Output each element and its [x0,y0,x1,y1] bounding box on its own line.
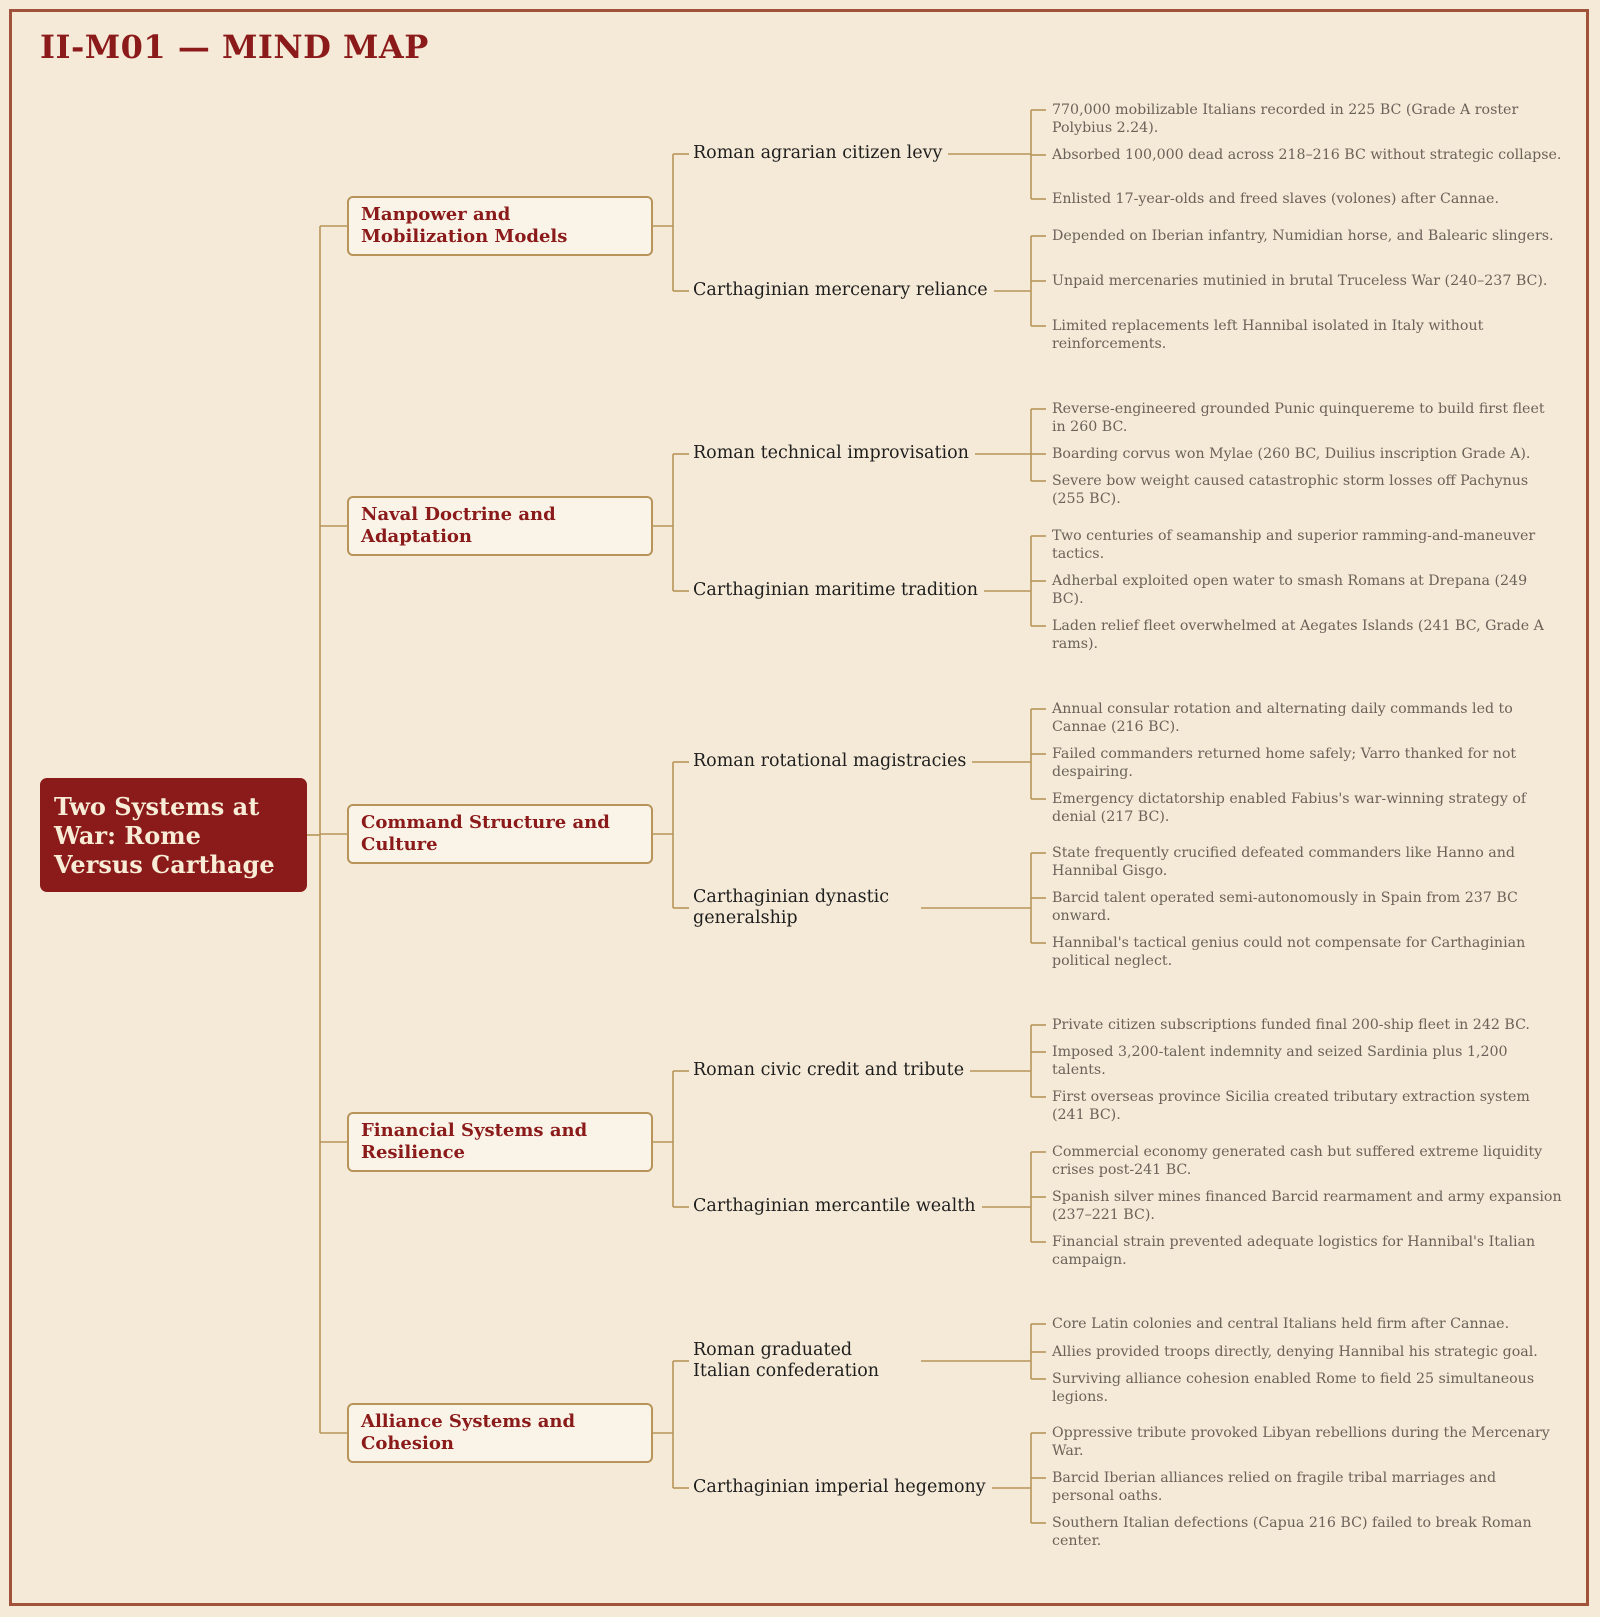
leaf-node: 770,000 mobilizable Italians recorded in 225 BC (Grade A roster Polybius 2.24). [1052,102,1519,136]
leaf-node: Failed commanders returned home safely; Varro thanked for not despairing. [1052,746,1517,780]
leaf-node: Barcid Iberian alliances relied on fragile tribal marriages and personal oaths. [1052,1470,1497,1504]
leaf-node: Absorbed 100,000 dead across 218–216 BC without strategic collapse. [1052,147,1562,163]
sub-node[interactable]: Carthaginian mercenary reliance [693,280,988,300]
branch-node-label: Manpower and Mobilization Models [361,204,568,247]
leaf-node: Annual consular rotation and alternating daily commands led to Cannae (216 BC). [1052,701,1513,735]
branch-node-label: Financial Systems and Resilience [361,1120,588,1163]
branch-node[interactable] [347,1112,653,1172]
branch-node-label: Command Structure and Culture [361,812,610,855]
leaf-node: Commercial economy generated cash but suffered extreme liquidity crises post-241 BC. [1052,1144,1543,1178]
leaf-node: Barcid talent operated semi-autonomously in Spain from 237 BC onward. [1052,890,1518,924]
branch-node[interactable] [347,496,653,556]
leaf-node: Limited replacements left Hannibal isolated in Italy without reinforcements. [1052,318,1484,352]
leaf-node: Depended on Iberian infantry, Numidian horse, and Balearic slingers. [1052,228,1554,244]
sub-node[interactable]: Carthaginian maritime tradition [693,580,979,600]
leaf-node: Spanish silver mines financed Barcid rearmament and army expansion (237–221 BC). [1052,1189,1562,1223]
leaf-node: Hannibal's tactical genius could not compensate for Carthaginian political neglect. [1052,935,1526,969]
leaf-node: Imposed 3,200-talent indemnity and seized Sardinia plus 1,200 talents. [1052,1044,1508,1078]
leaf-node: Core Latin colonies and central Italians held firm after Cannae. [1052,1316,1510,1332]
branch-node[interactable] [347,804,653,864]
leaf-node: First overseas province Sicilia created tributary extraction system (241 BC). [1052,1089,1530,1123]
leaf-node: Adherbal exploited open water to smash Romans at Drepana (249 BC). [1052,573,1528,607]
leaf-node: Reverse-engineered grounded Punic quinquereme to build first fleet in 260 BC. [1052,401,1545,435]
sub-node[interactable]: Carthaginian imperial hegemony [693,1477,986,1497]
root-node[interactable] [40,778,307,892]
leaf-node: Enlisted 17-year-olds and freed slaves (volones) after Cannae. [1052,191,1499,207]
page-title: II-M01 — MIND MAP [40,28,429,66]
leaf-node: Southern Italian defections (Capua 216 BC) failed to break Roman center. [1052,1515,1532,1549]
leaf-node: Surviving alliance cohesion enabled Rome to field 25 simultaneous legions. [1052,1371,1535,1405]
leaf-node: Unpaid mercenaries mutinied in brutal Truceless War (240–237 BC). [1052,273,1548,289]
leaf-node: Financial strain prevented adequate logistics for Hannibal's Italian campaign. [1052,1234,1536,1268]
leaf-node: Two centuries of seamanship and superior ramming-and-maneuver tactics. [1052,528,1536,562]
leaf-node: Emergency dictatorship enabled Fabius's war-winning strategy of denial (217 BC). [1052,791,1527,825]
branch-node[interactable] [347,196,653,256]
branch-node-label: Naval Doctrine and Adaptation [361,504,556,547]
sub-node[interactable]: Carthaginian dynastic generalship [693,887,890,928]
leaf-node: Allies provided troops directly, denying Hannibal his strategic goal. [1052,1344,1538,1360]
branch-node-label: Alliance Systems and Cohesion [361,1411,576,1454]
leaf-node: State frequently crucified defeated commanders like Hanno and Hannibal Gisgo. [1052,845,1515,879]
leaf-node: Boarding corvus won Mylae (260 BC, Duilius inscription Grade A). [1052,446,1531,462]
sub-node[interactable]: Roman civic credit and tribute [693,1060,965,1080]
root-node-label: Two Systems at War: Rome Versus Carthage [54,791,275,879]
leaf-node: Oppressive tribute provoked Libyan rebellions during the Mercenary War. [1052,1425,1550,1459]
leaf-node: Private citizen subscriptions funded final 200-ship fleet in 242 BC. [1052,1017,1530,1033]
sub-node[interactable]: Roman graduated Italian confederation [693,1340,880,1381]
sub-node[interactable]: Roman agrarian citizen levy [693,143,943,163]
leaf-node: Laden relief fleet overwhelmed at Aegates Islands (241 BC, Grade A rams). [1052,618,1544,652]
leaf-node: Severe bow weight caused catastrophic storm losses off Pachynus (255 BC). [1052,473,1529,507]
sub-node[interactable]: Roman technical improvisation [693,443,969,463]
sub-node[interactable]: Carthaginian mercantile wealth [693,1196,976,1216]
sub-node[interactable]: Roman rotational magistracies [693,751,967,771]
branch-node[interactable] [347,1403,653,1463]
